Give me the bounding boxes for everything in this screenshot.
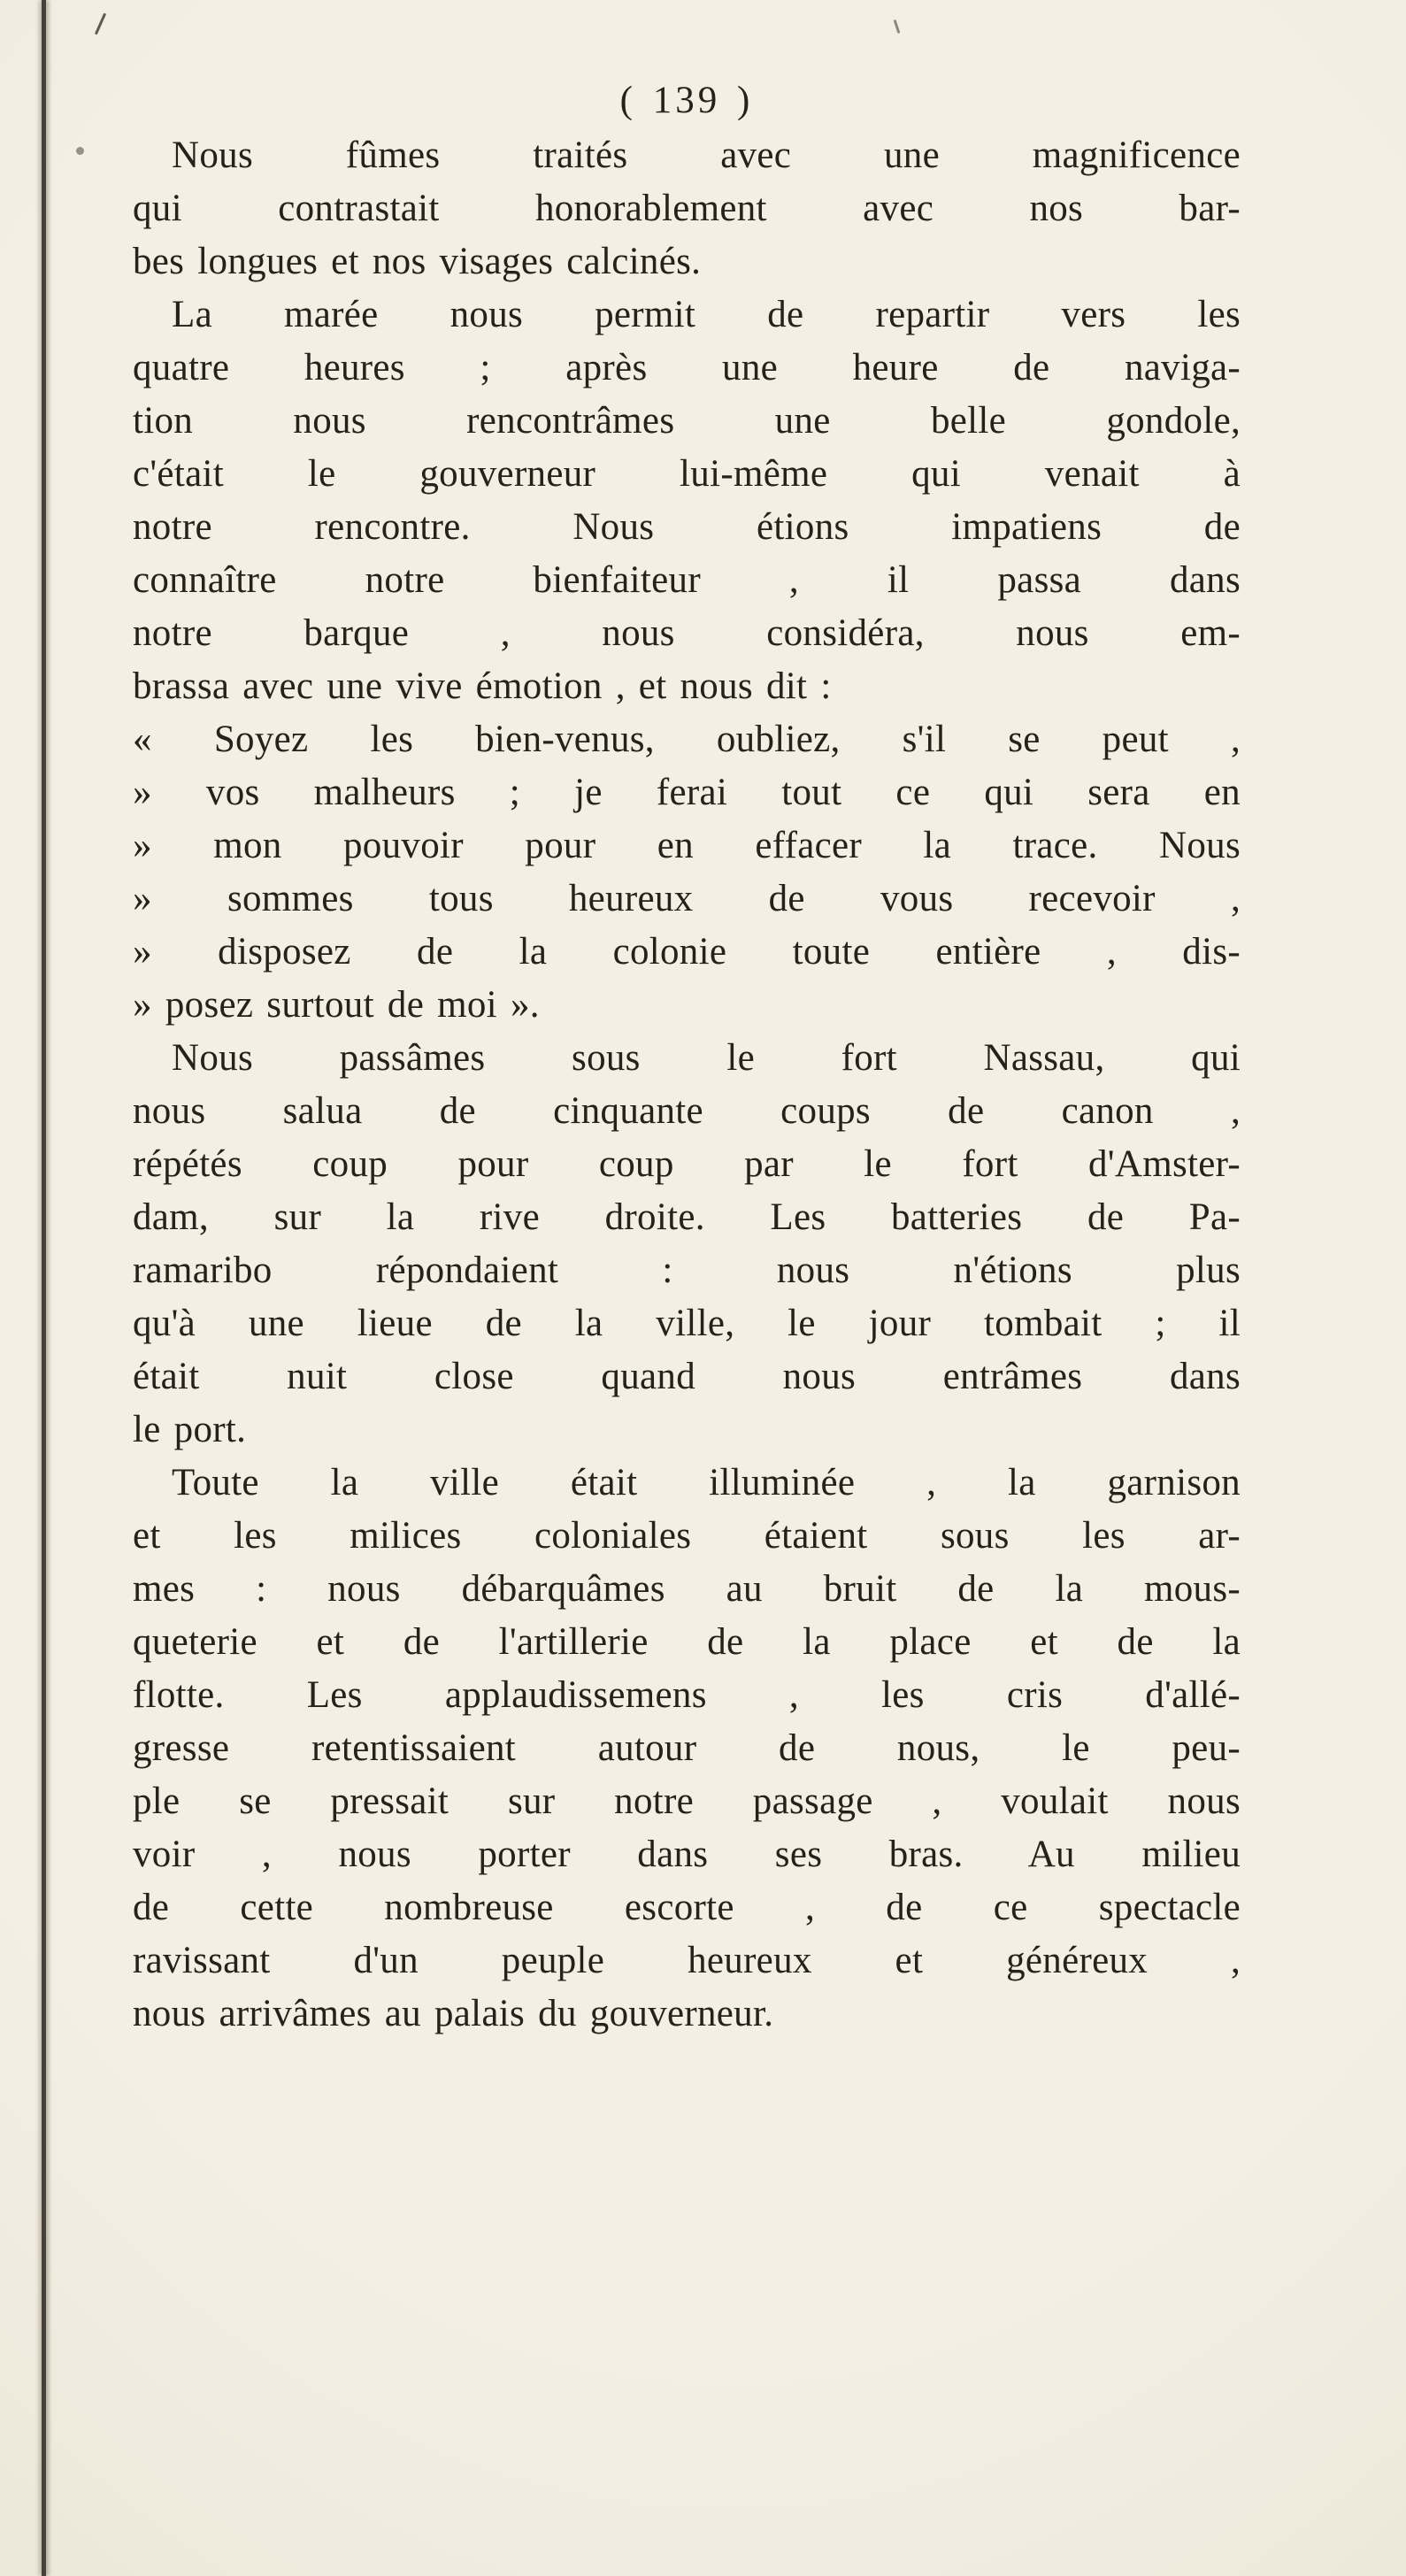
text-line: de cette nombreuse escorte , de ce spectacle (133, 1887, 1241, 1928)
text-line: connaître notre bienfaiteur , il passa dans (133, 559, 1241, 601)
quote-block (133, 713, 1241, 1032)
text-line: notre rencontre. Nous étions impatiens de (133, 506, 1241, 548)
paragraph (133, 1032, 1241, 1457)
text-line: flotte. Les applaudissemens , les cris d'allé- (133, 1674, 1241, 1716)
text-line: répétés coup pour coup par le fort d'Amster- (133, 1143, 1241, 1185)
text-line: ramaribo répondaient : nous n'étions plus (133, 1250, 1241, 1291)
text-line: Nous fûmes traités avec une magnificence (172, 135, 1241, 176)
text-line: quatre heures ; après une heure de naviga- (133, 347, 1241, 388)
text-line: gresse retentissaient autour de nous, le peu- (133, 1727, 1241, 1769)
quote-line: » disposez de la colonie toute entière , dis- (133, 931, 1241, 973)
text-line: ravissant d'un peuple heureux et généreux , (133, 1940, 1241, 1981)
text-line: La marée nous permit de repartir vers les (172, 294, 1241, 335)
text-line: queterie et de l'artillerie de la place et de la (133, 1621, 1241, 1663)
page-number: ( 139 ) (619, 80, 754, 121)
text-line: le port. (133, 1409, 247, 1450)
text-line: bes longues et nos visages calcinés. (133, 241, 702, 282)
text-line: qui contrastait honorablement avec nos bar- (133, 188, 1241, 229)
quote-line: » vos malheurs ; je ferai tout ce qui sera en (133, 772, 1241, 813)
text-line: était nuit close quand nous entrâmes dans (133, 1356, 1241, 1397)
quote-line: » sommes tous heureux de vous recevoir , (133, 878, 1241, 919)
text-line: c'était le gouverneur lui-même qui venait à (133, 453, 1241, 495)
text-line: qu'à une lieue de la ville, le jour tombait ; il (133, 1303, 1241, 1344)
text-line: Nous passâmes sous le fort Nassau, qui (172, 1037, 1241, 1079)
text-line: voir , nous porter dans ses bras. Au milieu (133, 1834, 1241, 1875)
quote-line: » mon pouvoir pour en effacer la trace. Nous (133, 825, 1241, 866)
paragraph (133, 1457, 1241, 2041)
text-line: nous arrivâmes au palais du gouverneur. (133, 1993, 774, 2034)
quote-line: » posez surtout de moi ». (133, 984, 540, 1026)
text-line: Toute la ville était illuminée , la garnison (172, 1462, 1241, 1503)
text-line: mes : nous débarquâmes au bruit de la mous- (133, 1568, 1241, 1610)
scan-mark (95, 13, 106, 35)
text-line: et les milices coloniales étaient sous les ar- (133, 1515, 1241, 1557)
text-line: ple se pressait sur notre passage , voulait nous (133, 1780, 1241, 1822)
page-gutter-shadow (42, 0, 46, 2576)
text-line: dam, sur la rive droite. Les batteries de Pa- (133, 1196, 1241, 1238)
text-line: notre barque , nous considéra, nous em- (133, 612, 1241, 654)
scan-mark (76, 147, 84, 155)
text-block (133, 74, 1241, 2041)
text-line: nous salua de cinquante coups de canon , (133, 1090, 1241, 1132)
paragraph (133, 288, 1241, 713)
scan-mark (894, 19, 901, 34)
text-line: tion nous rencontrâmes une belle gondole, (133, 400, 1241, 442)
paragraph (133, 129, 1241, 288)
text-line: brassa avec une vive émotion , et nous dit : (133, 665, 832, 707)
quote-line: « Soyez les bien-venus, oubliez, s'il se peut , (133, 719, 1241, 760)
